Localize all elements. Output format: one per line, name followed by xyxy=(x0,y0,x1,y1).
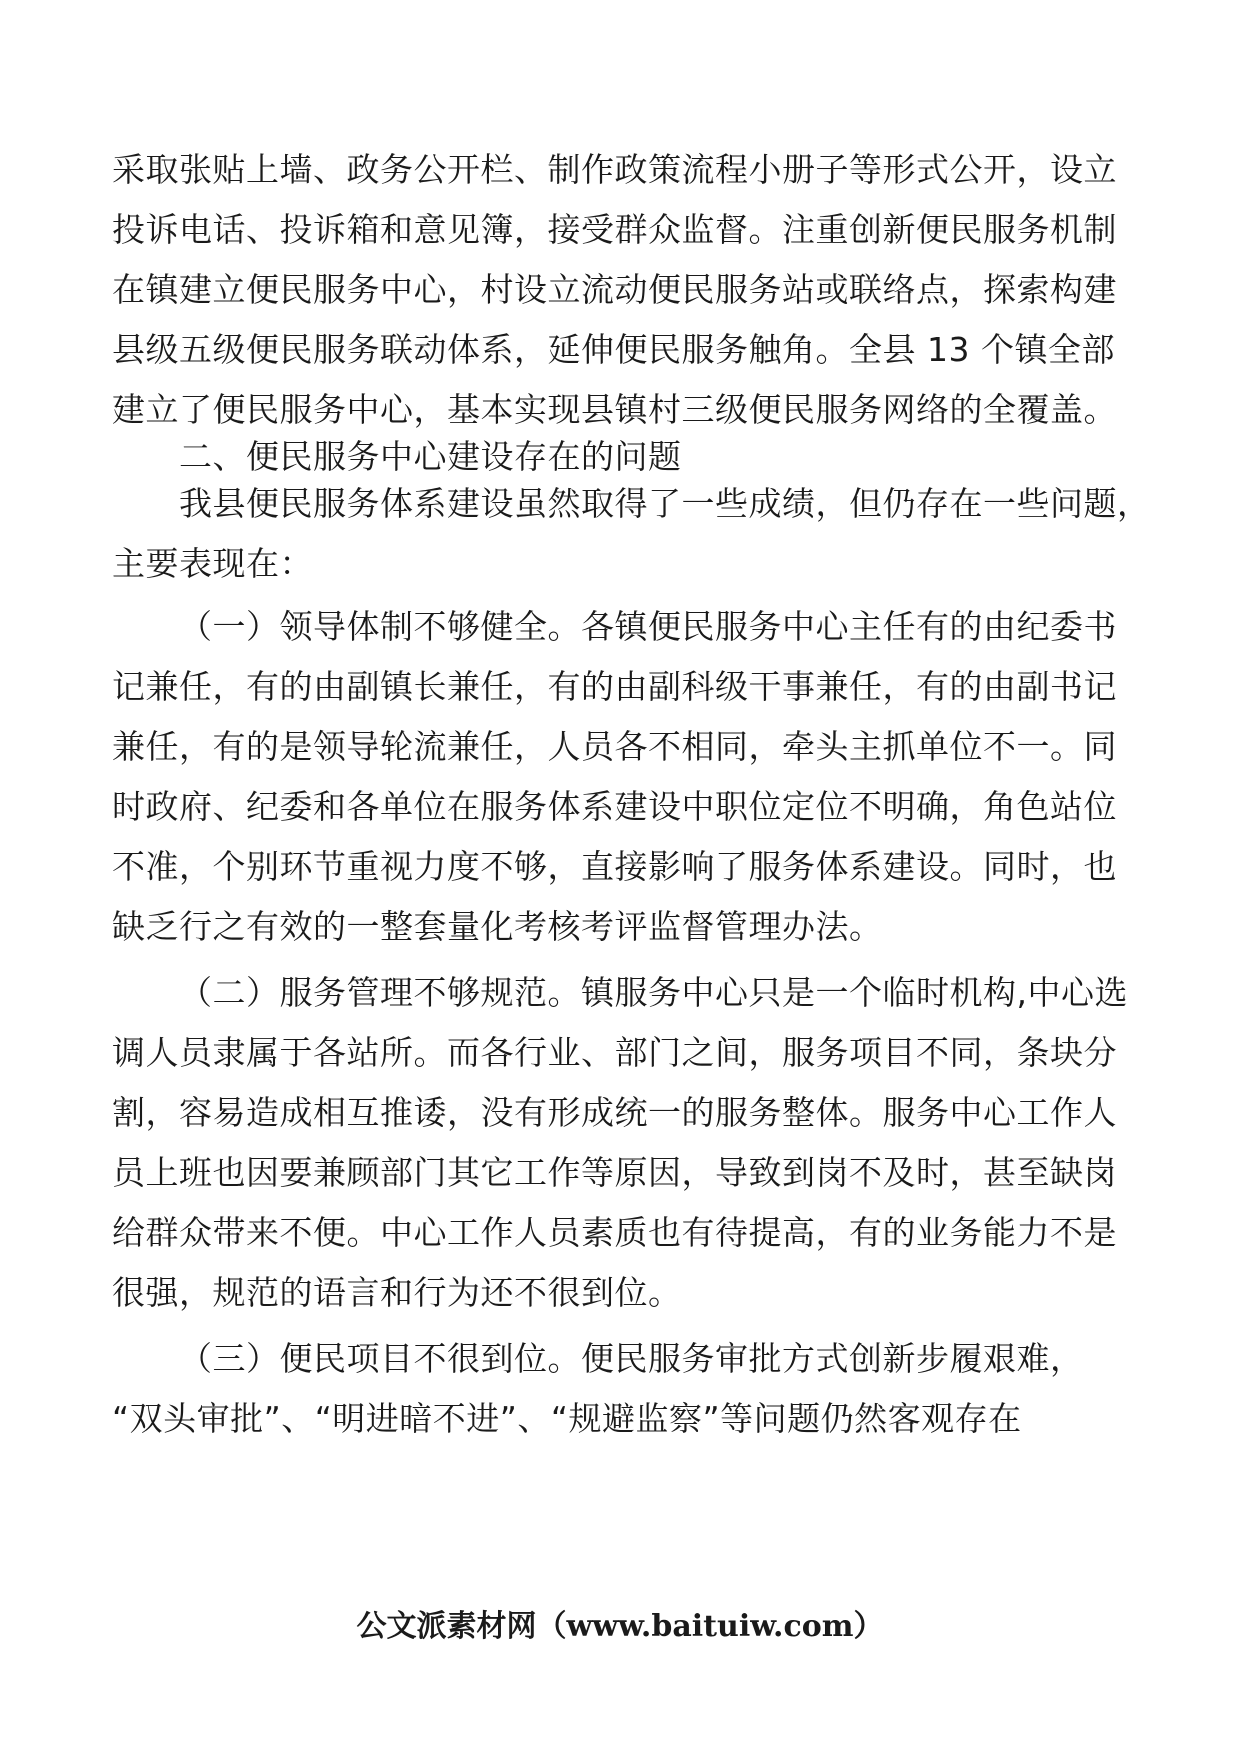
text-line: 时政府、纪委和各单位在服务体系建设中职位定位不明确，角色站位 xyxy=(112,787,1117,826)
text-line: 建立了便民服务中心，基本实现县镇村三级便民服务网络的全覆盖。 xyxy=(112,390,1117,429)
text-line: （二）服务管理不够规范。镇服务中心只是一个临时机构,中心选 xyxy=(179,973,1128,1012)
text-line: 我县便民服务体系建设虽然取得了一些成绩，但仍存在一些问题， xyxy=(179,484,1151,523)
text-line: （一）领导体制不够健全。各镇便民服务中心主任有的由纪委书 xyxy=(179,607,1117,646)
text-line: （三）便民项目不很到位。便民服务审批方式创新步履艰难， xyxy=(179,1339,1084,1378)
text-line: 很强，规范的语言和行为还不很到位。 xyxy=(112,1273,682,1312)
footer-source: 公文派素材网（www.baituiw.com） xyxy=(356,1609,884,1644)
section-heading: 二、便民服务中心建设存在的问题 xyxy=(179,437,682,476)
text-line: 调人员隶属于各站所。而各行业、部门之间，服务项目不同，条块分 xyxy=(112,1033,1117,1072)
text-line: 不准，个别环节重视力度不够，直接影响了服务体系建设。同时，也 xyxy=(112,847,1117,886)
text-line: 割，容易造成相互推诿，没有形成统一的服务整体。服务中心工作人 xyxy=(112,1093,1117,1132)
text-line: 员上班也因要兼顾部门其它工作等原因，导致到岗不及时，甚至缺岗 xyxy=(112,1153,1117,1192)
text-line: 主要表现在： xyxy=(112,544,313,583)
text-line: 记兼任，有的由副镇长兼任，有的由副科级干事兼任，有的由副书记 xyxy=(112,667,1117,706)
text-line: “双头审批”、“明进暗不进”、“规避监察”等问题仍然客观存在 xyxy=(112,1399,1022,1438)
text-line: 采取张贴上墙、政务公开栏、制作政策流程小册子等形式公开，设立 xyxy=(112,150,1117,189)
text-line: 给群众带来不便。中心工作人员素质也有待提高，有的业务能力不是 xyxy=(112,1213,1117,1252)
text-line: 在镇建立便民服务中心，村设立流动便民服务站或联络点，探索构建 xyxy=(112,270,1117,309)
text-line: 投诉电话、投诉箱和意见簿，接受群众监督。注重创新便民服务机制 xyxy=(112,210,1117,249)
text-line: 兼任，有的是领导轮流兼任，人员各不相同，牵头主抓单位不一。同 xyxy=(112,727,1117,766)
text-line: 县级五级便民服务联动体系，延伸便民服务触角。全县 13 个镇全部 xyxy=(112,330,1115,369)
text-line: 缺乏行之有效的一整套量化考核考评监督管理办法。 xyxy=(112,907,883,946)
